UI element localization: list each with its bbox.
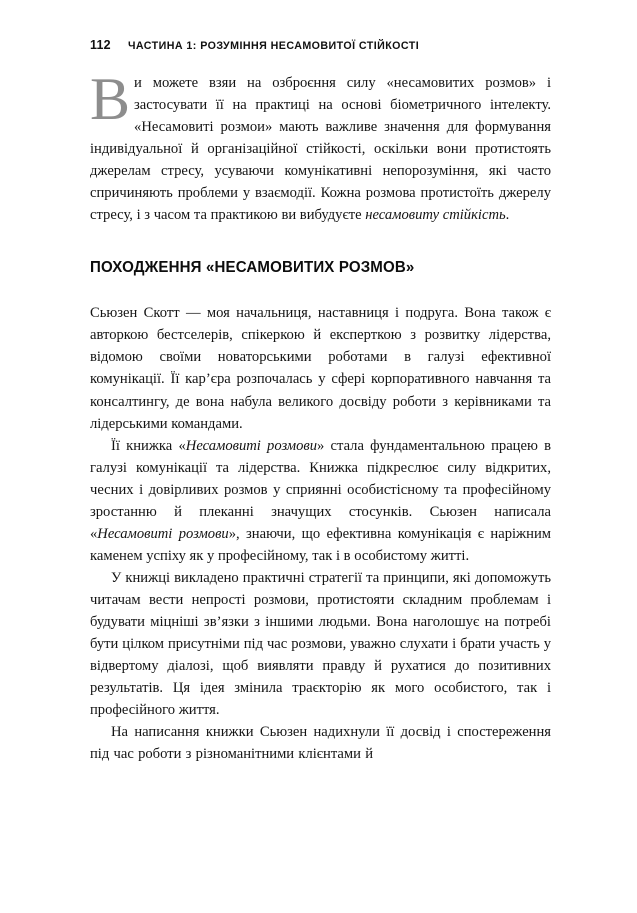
paragraph-segment-text-1: Її книжка « xyxy=(111,437,186,454)
text-column xyxy=(90,66,551,765)
section-heading: ПОХОДЖЕННЯ «НЕСАМОВИТИХ РОЗМОВ» xyxy=(90,259,415,277)
opening-paragraph-italic-phrase: несамовиту стійкість xyxy=(365,207,506,224)
opening-paragraph-text: и можете взяи на озброєння силу «несамовитих розмов» і застосувати її на практиці на основі біометричного інтелекту. «Несамовиті розмои» мають важливе значення для формування індивідуальної й організаційної стійкості, оскільки вони протистоять джерелам стресу, усуваючи комунікативні непорозуміння, які часто спричиняють проблеми у взаємодії. Кожна розмова протистоїть джерелу стресу, і з часом та практикою ви вибудуєте xyxy=(90,75,551,224)
paragraph-segment-italic-1: Несамовиті розмови xyxy=(185,437,318,454)
running-title: ЧАСТИНА 1: РОЗУМІННЯ НЕСАМОВИТОЇ СТІЙКОСТІ xyxy=(127,40,419,52)
heading-top-spacer xyxy=(90,226,551,259)
opening-paragraph-tail: . xyxy=(505,207,510,224)
opening-paragraph xyxy=(90,66,551,226)
opening-paragraph-block xyxy=(90,66,551,226)
page-number: 112 xyxy=(90,38,111,52)
paragraph-segment-text-2: » стала фундаментальною працею в галузі комунікації та лідерства. Книжка підкреслює силу відкритих, чесних і довірливих розмов у сприянні особистісному та професійному зростанню й плеканні значущих стосунків. Сьюзен написала « xyxy=(90,437,551,542)
paragraph-inspiration: На написання книжки Сьюзен надихнули її досвід і спостереження під час роботи з різноманітними клієнтами й xyxy=(90,724,551,763)
paragraph-book-fundamental xyxy=(90,435,551,567)
running-head xyxy=(90,38,551,52)
paragraph-suzen-scott: Сьюзен Скотт — моя начальниця, наставниця і подруга. Вона також є авторкою бестселерів, спікеркою й експерткою з розвитку лідерства, відомою своїми новаторськими роботами в галузі ефективної комунікації. Її кар’єра розпочалась у сфері корпоративного навчання та консалтингу, де вона набула великого досвіду роботи з керівниками та лідерськими командами. xyxy=(90,305,551,432)
paragraph-strategies: У книжці викладено практичні стратегії та принципи, які допоможуть читачам вести непрості розмови, протистояти складним проблемам і будувати міцніші зв’язки з іншими людьми. Вона наголошує на потребі бути цілком присутніми під час розмови, уважно слухати і брати участь у відвертому діалозі, щоб виявляти правду й рухатися до позитивних результатів. Ця ідея змінила траєкторію як мого особистого, так і професійного життя. xyxy=(90,569,551,719)
heading-bottom-spacer xyxy=(90,277,551,302)
drop-cap: В xyxy=(90,66,131,132)
paragraph-segment-italic-2: Несамовиті розмови xyxy=(97,525,229,542)
paragraph-segment-text-3: », знаючи, що ефективна комунікація є наріжним каменем успіху як у професійному, так і в особистому житті. xyxy=(90,525,551,564)
